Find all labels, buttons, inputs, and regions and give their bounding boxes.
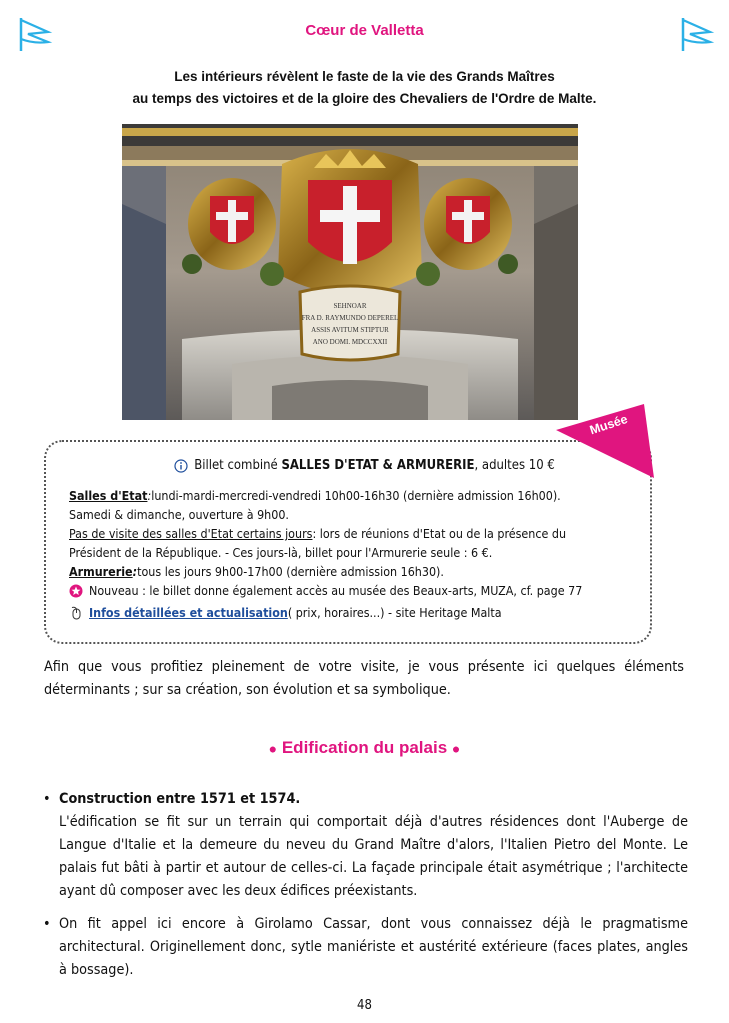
intro-line: au temps des victoires et de la gloire des Chevaliers de l'Ordre de Malte. bbox=[132, 91, 597, 106]
intro-paragraph: Afin que vous profitiez pleinement de votre visite, je vous présente ici quelques éléments déterminants ; sur sa création, son évolution et sa symbolique. bbox=[44, 659, 684, 698]
heritage-malta-link[interactable]: Infos détaillées et actualisation bbox=[89, 605, 288, 620]
weekend-hours: Samedi & dimanche, ouverture à 9h00. bbox=[69, 507, 289, 522]
info-line bbox=[69, 505, 639, 524]
ceiling-illustration bbox=[122, 124, 578, 420]
musee-badge-label: Musée bbox=[588, 411, 630, 438]
info-line bbox=[69, 581, 639, 600]
page-number: 48 bbox=[357, 998, 372, 1013]
bullet-dot-left: ● bbox=[268, 740, 278, 757]
section-heading bbox=[0, 738, 729, 758]
closure-label: Pas de visite des salles d'Etat certains jours bbox=[69, 526, 313, 541]
inscription-line: FRA D. RAYMUNDO DEPEREL bbox=[301, 314, 399, 322]
info-line bbox=[69, 486, 639, 505]
info-line bbox=[69, 603, 639, 622]
bullet-list bbox=[40, 788, 688, 982]
info-line bbox=[69, 543, 639, 562]
ticket-price: , adultes 10 € bbox=[474, 458, 555, 473]
inscription-line: SEHNOAR bbox=[333, 302, 367, 310]
inscription-line: ASSIS AVITUM STIPTUR bbox=[311, 326, 389, 334]
nouveau-text: Nouveau : le billet donne également accès au musée des Beaux-arts, MUZA, cf. page 77 bbox=[89, 583, 583, 598]
inscription-line: ANO DOMI. MDCCXXII bbox=[312, 338, 388, 346]
bullet-text: L'édification se fit sur un terrain qui comportait déjà d'autres résidences dont l'Auberge de Langue d'Italie et la demeure du neveu du Grand Maître d'alors, l'Italien Pietro del Monte. Le palais fut bâti à partir et autour de celles-ci. La façade principale était asymétrique ; l'architecte ayant dû composer avec les deux édifices préexistants. bbox=[59, 814, 688, 899]
president-text: Président de la République. - Ces jours-là, billet pour l'Armurerie seule : 6 €. bbox=[69, 545, 493, 560]
palace-interior-photo bbox=[122, 124, 578, 420]
link-suffix: ( prix, horaires...) - site Heritage Malta bbox=[287, 605, 502, 620]
mouse-icon bbox=[69, 606, 83, 620]
armurerie-hours: tous les jours 9h00-17h00 (dernière admission 16h30). bbox=[137, 564, 444, 579]
bullet-text: • On fit appel ici encore à Girolamo Cassar, dont vous connaissez déjà le pragmatisme architectural. Originellement donc, sytle maniériste et austérité extérieure (faces plates, angles à bossage). bbox=[59, 916, 688, 978]
list-item bbox=[40, 913, 688, 982]
info-icon bbox=[174, 459, 188, 473]
armurerie-label: Armurerie bbox=[69, 564, 133, 579]
section-heading-text: Edification du palais bbox=[277, 738, 452, 757]
intro-line: Les intérieurs révèlent le faste de la vie des Grands Maîtres bbox=[174, 69, 555, 84]
star-badge-icon bbox=[69, 584, 83, 598]
salles-hours: lundi-mardi-mercredi-vendredi 10h00-16h30 (dernière admission 16h00). bbox=[151, 488, 561, 503]
ticket-prefix: Billet combiné bbox=[194, 458, 282, 473]
page-header-title: Cœur de Valletta bbox=[305, 22, 424, 39]
ticket-name: SALLES D'ETAT & ARMURERIE bbox=[281, 458, 475, 473]
ticket-info bbox=[0, 458, 729, 473]
closure-text: : lors de réunions d'Etat ou de la présence du bbox=[312, 526, 567, 541]
intro-text bbox=[60, 66, 669, 110]
list-item bbox=[40, 788, 688, 903]
salles-sep: : bbox=[147, 488, 152, 503]
bullet-dot-right: ● bbox=[451, 740, 461, 757]
info-line bbox=[69, 524, 639, 543]
opening-hours bbox=[69, 486, 639, 622]
bullet-heading: • Construction entre 1571 et 1574. bbox=[59, 791, 301, 807]
armurerie-sep: : bbox=[132, 564, 138, 579]
salles-label: Salles d'Etat bbox=[69, 488, 148, 503]
info-line bbox=[69, 562, 639, 581]
